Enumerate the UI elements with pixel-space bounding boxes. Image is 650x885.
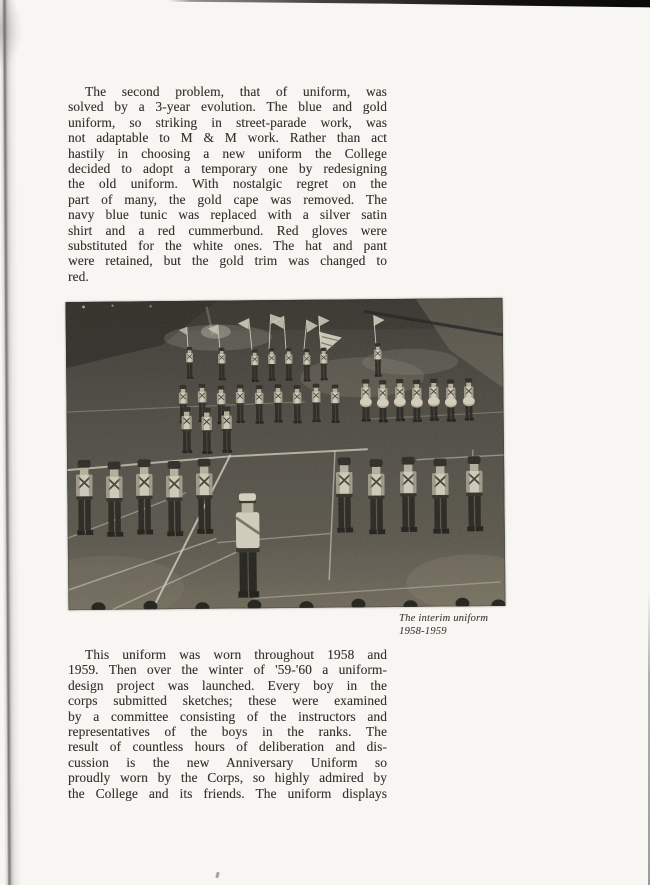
- text-line: hastily in choosing a new uniform the College: [68, 145, 387, 161]
- text-line: were retained, but the gold trim was changed to: [68, 253, 387, 269]
- text-line: substituted for the white ones. The hat and pant: [68, 238, 387, 254]
- band-formation-photo-art: [66, 298, 506, 610]
- text-line: the old uniform. With nostalgic regret on the: [68, 176, 387, 192]
- scan-smudge: [0, 0, 30, 85]
- photo-caption-line2: 1958-1959: [399, 626, 447, 638]
- photo-grain: [66, 298, 506, 610]
- text-line: 1959. Then over the winter of '59-'60 a uniform-: [68, 662, 387, 678]
- text-line: decided to adopt a temporary one by redesigning: [68, 161, 387, 177]
- text-line: corps submitted sketches; these were examined: [68, 693, 387, 709]
- paragraph-1: [68, 84, 387, 284]
- scan-edge-top: [168, 0, 650, 9]
- paragraph-2: [68, 647, 387, 801]
- text-line: result of countless hours of deliberation and dis-: [68, 739, 387, 755]
- text-line: the College and its friends. The uniform displays: [68, 785, 387, 801]
- photo-caption: [399, 612, 488, 639]
- text-line: This uniform was worn throughout 1958 and: [85, 647, 387, 662]
- text-line: uniform, so striking in street-parade work, was: [68, 114, 387, 130]
- text-line: cussion is the new Anniversary Uniform so: [68, 754, 387, 770]
- page-spine-edge: [0, 0, 21, 885]
- text-line: The second problem, that of uniform, was: [85, 84, 387, 99]
- band-formation-photo: [66, 298, 506, 610]
- text-line: proudly worn by the Corps, so highly admired by: [68, 770, 387, 786]
- text-line: shirt and a red cummerbund. Red gloves were: [68, 222, 387, 238]
- text-line: representatives of the boys in the ranks. The: [68, 724, 387, 740]
- text-line: not adaptable to M & M work. Rather than act: [68, 130, 387, 146]
- photo-caption-line1: The interim uniform: [399, 613, 489, 624]
- scan-speck: [215, 872, 220, 879]
- text-line: by a committee consisting of the instructors and: [68, 708, 387, 724]
- text-line: navy blue tunic was replaced with a silver satin: [68, 207, 387, 223]
- text-line: solved by a 3-year evolution. The blue and gold: [68, 99, 387, 115]
- text-line: part of many, the gold cape was removed. The: [68, 191, 387, 207]
- text-line: red.: [68, 268, 89, 284]
- text-line: design project was launched. Every boy in the: [68, 677, 387, 693]
